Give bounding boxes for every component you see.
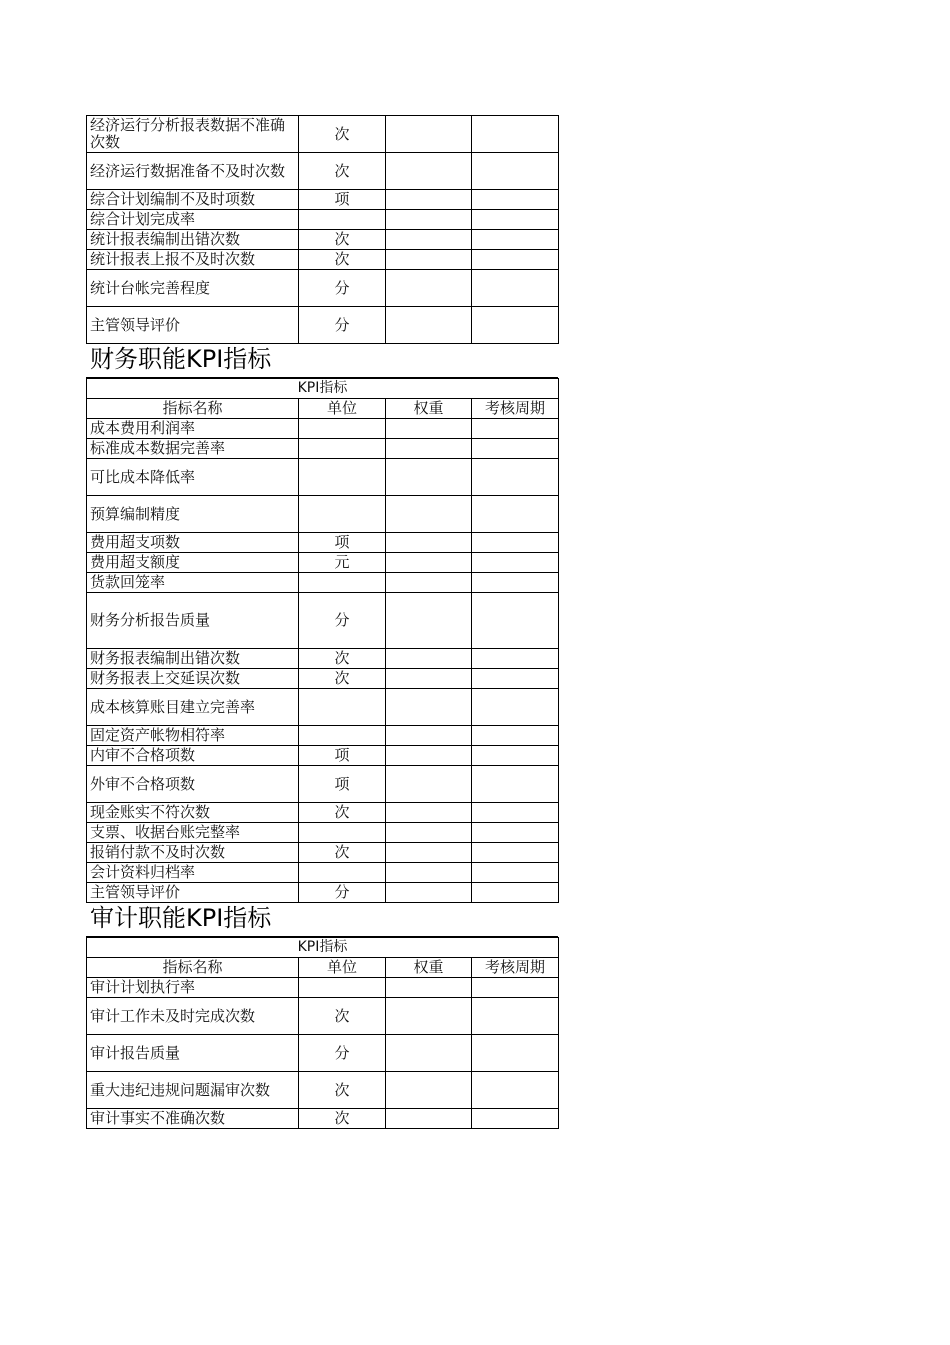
kpi-name-cell: 综合计划编制不及时项数 [87,190,299,210]
finance-table-caption: KPI指标 [87,379,559,399]
kpi-name-cell: 预算编制精度 [87,496,299,533]
kpi-weight-cell [386,250,472,270]
kpi-name-cell: 会计资料归档率 [87,863,299,883]
kpi-weight-cell [386,978,472,998]
table-row [87,553,559,573]
kpi-unit-cell: 次 [299,153,386,190]
audit-section-title: 审计职能KPI指标 [86,903,558,937]
kpi-unit-cell: 分 [299,1035,386,1072]
kpi-weight-cell [386,803,472,823]
kpi-name-cell: 外审不合格项数 [87,766,299,803]
finance-kpi-rows [87,419,559,903]
kpi-cycle-cell [472,190,559,210]
table-row [87,496,559,533]
kpi-cycle-cell [472,823,559,843]
table-row [87,307,559,344]
kpi-unit-cell [299,419,386,439]
table-row [87,1035,559,1072]
table-row [87,250,559,270]
finance-kpi-table [86,378,559,903]
kpi-cycle-cell [472,883,559,903]
kpi-unit-cell: 次 [299,998,386,1035]
audit-header-cycle: 考核周期 [472,958,559,978]
planning-kpi-table [86,115,559,344]
table-row [87,766,559,803]
table-row [87,116,559,153]
kpi-unit-cell [299,823,386,843]
kpi-weight-cell [386,553,472,573]
table-row [87,230,559,250]
audit-header-weight: 权重 [386,958,472,978]
kpi-weight-cell [386,459,472,496]
kpi-weight-cell [386,1035,472,1072]
kpi-name-cell: 成本核算账目建立完善率 [87,689,299,726]
kpi-unit-cell: 次 [299,669,386,689]
kpi-name-cell: 审计工作未及时完成次数 [87,998,299,1035]
kpi-weight-cell [386,419,472,439]
kpi-cycle-cell [472,726,559,746]
kpi-name-cell: 支票、收据台账完整率 [87,823,299,843]
kpi-unit-cell: 项 [299,533,386,553]
kpi-name-cell: 财务报表上交延误次数 [87,669,299,689]
kpi-name-cell: 综合计划完成率 [87,210,299,230]
table-row [87,439,559,459]
table-row [87,669,559,689]
finance-header-name: 指标名称 [87,399,299,419]
kpi-cycle-cell [472,689,559,726]
kpi-name-cell: 货款回笼率 [87,573,299,593]
table-row [87,726,559,746]
planning-kpi-rows [87,116,559,344]
kpi-cycle-cell [472,116,559,153]
kpi-name-cell: 主管领导评价 [87,307,299,344]
table-row [87,863,559,883]
audit-table-caption: KPI指标 [87,938,559,958]
kpi-unit-cell: 次 [299,1072,386,1109]
kpi-name-cell: 成本费用利润率 [87,419,299,439]
table-row [87,823,559,843]
kpi-name-cell: 经济运行分析报表数据不准确次数 [87,116,299,153]
kpi-cycle-cell [472,746,559,766]
kpi-unit-cell [299,210,386,230]
kpi-weight-cell [386,843,472,863]
kpi-cycle-cell [472,307,559,344]
kpi-name-cell: 统计报表编制出错次数 [87,230,299,250]
kpi-weight-cell [386,726,472,746]
kpi-unit-cell: 次 [299,843,386,863]
table-row [87,1109,559,1129]
kpi-unit-cell [299,439,386,459]
kpi-cycle-cell [472,593,559,649]
kpi-name-cell: 现金账实不符次数 [87,803,299,823]
kpi-name-cell: 财务分析报告质量 [87,593,299,649]
kpi-name-cell: 审计报告质量 [87,1035,299,1072]
kpi-weight-cell [386,1072,472,1109]
table-row [87,153,559,190]
table-row [87,210,559,230]
kpi-name-cell: 重大违纪违规问题漏审次数 [87,1072,299,1109]
kpi-cycle-cell [472,533,559,553]
audit-kpi-rows [87,978,559,1129]
kpi-weight-cell [386,766,472,803]
kpi-weight-cell [386,649,472,669]
kpi-weight-cell [386,270,472,307]
kpi-name-cell: 审计事实不准确次数 [87,1109,299,1129]
kpi-cycle-cell [472,843,559,863]
kpi-weight-cell [386,883,472,903]
kpi-unit-cell: 次 [299,230,386,250]
kpi-unit-cell: 分 [299,883,386,903]
kpi-weight-cell [386,533,472,553]
kpi-unit-cell: 项 [299,190,386,210]
kpi-name-cell: 内审不合格项数 [87,746,299,766]
kpi-cycle-cell [472,553,559,573]
kpi-cycle-cell [472,1035,559,1072]
kpi-weight-cell [386,823,472,843]
table-row [87,689,559,726]
kpi-weight-cell [386,998,472,1035]
kpi-unit-cell [299,573,386,593]
kpi-cycle-cell [472,210,559,230]
kpi-name-cell: 主管领导评价 [87,883,299,903]
kpi-weight-cell [386,746,472,766]
audit-header-unit: 单位 [299,958,386,978]
kpi-sheet [86,115,558,1129]
kpi-unit-cell [299,689,386,726]
kpi-name-cell: 费用超支额度 [87,553,299,573]
table-row [87,978,559,998]
table-row [87,419,559,439]
kpi-name-cell: 固定资产帐物相符率 [87,726,299,746]
kpi-weight-cell [386,439,472,459]
kpi-cycle-cell [472,1072,559,1109]
finance-header-cycle: 考核周期 [472,399,559,419]
table-row [87,883,559,903]
audit-kpi-table [86,937,559,1129]
kpi-weight-cell [386,496,472,533]
kpi-unit-cell [299,863,386,883]
kpi-weight-cell [386,573,472,593]
kpi-weight-cell [386,116,472,153]
kpi-unit-cell [299,726,386,746]
kpi-cycle-cell [472,439,559,459]
kpi-cycle-cell [472,459,559,496]
kpi-unit-cell: 次 [299,250,386,270]
table-row [87,649,559,669]
kpi-cycle-cell [472,863,559,883]
finance-section-title: 财务职能KPI指标 [86,344,558,378]
kpi-unit-cell [299,459,386,496]
kpi-weight-cell [386,307,472,344]
kpi-unit-cell: 次 [299,1109,386,1129]
kpi-cycle-cell [472,153,559,190]
kpi-unit-cell: 次 [299,116,386,153]
kpi-cycle-cell [472,998,559,1035]
kpi-weight-cell [386,863,472,883]
kpi-cycle-cell [472,230,559,250]
kpi-name-cell: 经济运行数据准备不及时次数 [87,153,299,190]
kpi-unit-cell [299,496,386,533]
kpi-weight-cell [386,190,472,210]
kpi-weight-cell [386,669,472,689]
kpi-name-cell: 审计计划执行率 [87,978,299,998]
kpi-name-cell: 财务报表编制出错次数 [87,649,299,669]
kpi-weight-cell [386,210,472,230]
kpi-cycle-cell [472,1109,559,1129]
kpi-cycle-cell [472,669,559,689]
kpi-unit-cell: 次 [299,803,386,823]
table-row [87,803,559,823]
kpi-unit-cell: 次 [299,649,386,669]
kpi-cycle-cell [472,649,559,669]
kpi-weight-cell [386,593,472,649]
kpi-cycle-cell [472,803,559,823]
finance-header-weight: 权重 [386,399,472,419]
kpi-cycle-cell [472,250,559,270]
table-row [87,459,559,496]
kpi-unit-cell: 分 [299,307,386,344]
kpi-weight-cell [386,153,472,190]
table-row [87,270,559,307]
kpi-name-cell: 标准成本数据完善率 [87,439,299,459]
kpi-cycle-cell [472,978,559,998]
kpi-cycle-cell [472,270,559,307]
kpi-unit-cell: 元 [299,553,386,573]
table-row [87,533,559,553]
kpi-cycle-cell [472,496,559,533]
kpi-weight-cell [386,1109,472,1129]
kpi-unit-cell: 项 [299,746,386,766]
kpi-cycle-cell [472,573,559,593]
kpi-weight-cell [386,689,472,726]
table-row [87,573,559,593]
kpi-cycle-cell [472,766,559,803]
table-row [87,190,559,210]
kpi-unit-cell: 项 [299,766,386,803]
kpi-name-cell: 统计报表上报不及时次数 [87,250,299,270]
kpi-cycle-cell [472,419,559,439]
table-row [87,1072,559,1109]
kpi-unit-cell: 分 [299,593,386,649]
kpi-name-cell: 费用超支项数 [87,533,299,553]
kpi-name-cell: 可比成本降低率 [87,459,299,496]
table-row [87,593,559,649]
audit-header-name: 指标名称 [87,958,299,978]
kpi-name-cell: 统计台帐完善程度 [87,270,299,307]
kpi-weight-cell [386,230,472,250]
finance-header-unit: 单位 [299,399,386,419]
table-row [87,998,559,1035]
table-row [87,746,559,766]
kpi-unit-cell: 分 [299,270,386,307]
table-row [87,843,559,863]
kpi-name-cell: 报销付款不及时次数 [87,843,299,863]
kpi-unit-cell [299,978,386,998]
